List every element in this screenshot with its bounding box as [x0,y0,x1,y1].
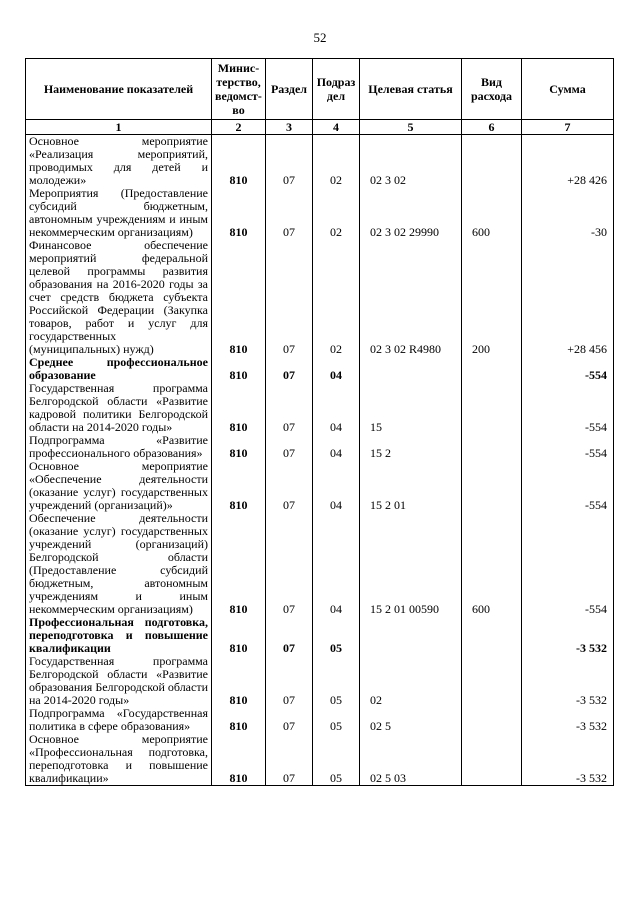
table-row [26,707,614,733]
row-ministry: 810 [212,655,266,707]
row-ministry: 810 [212,382,266,434]
row-razdel: 07 [266,239,313,356]
row-ministry: 810 [212,434,266,460]
row-target-article: 02 3 02 29990 [360,187,462,239]
row-sum: +28 456 [522,239,614,356]
col-header-razdel: Раздел [266,59,313,120]
budget-table [25,58,614,786]
row-sum: -3 532 [522,733,614,786]
col-number: 2 [212,120,266,135]
row-expense-type [462,733,522,786]
row-name: Финансовое обеспечение мероприятий федеральной целевой программы развития образования на 2016-2020 годы за счет средств бюджета субъекта Российской Федерации (Закупка товаров, работ и услуг для государственных (муниципальных) нужд) [26,239,212,356]
row-razdel: 07 [266,135,313,188]
row-sum: -554 [522,356,614,382]
row-podrazdel: 04 [313,382,360,434]
row-name: Государственная программа Белгородской области «Развитие кадровой политики Белгородской области на 2014-2020 годы» [26,382,212,434]
row-ministry: 810 [212,616,266,655]
row-sum: +28 426 [522,135,614,188]
col-header-target: Целевая статья [360,59,462,120]
column-number-row [26,120,614,135]
col-header-sum: Сумма [522,59,614,120]
table-row [26,460,614,512]
row-razdel: 07 [266,460,313,512]
row-ministry: 810 [212,512,266,616]
row-target-article: 02 5 [360,707,462,733]
row-expense-type [462,707,522,733]
row-name: Профессиональная подготовка, переподготовка и повышение квалификации [26,616,212,655]
row-expense-type [462,382,522,434]
row-target-article: 02 5 03 [360,733,462,786]
col-number: 7 [522,120,614,135]
col-number: 4 [313,120,360,135]
col-header-podrazdel: Подраз дел [313,59,360,120]
row-expense-type: 200 [462,239,522,356]
row-expense-type [462,616,522,655]
col-number: 3 [266,120,313,135]
row-name: Основное мероприятие «Обеспечение деятельности (оказание услуг) государственных учреждений (организаций)» [26,460,212,512]
row-target-article: 15 2 01 [360,460,462,512]
row-target-article [360,616,462,655]
row-target-article: 02 3 02 R4980 [360,239,462,356]
row-sum: -554 [522,512,614,616]
table-row [26,655,614,707]
row-ministry: 810 [212,460,266,512]
row-sum: -554 [522,434,614,460]
row-target-article [360,356,462,382]
row-podrazdel: 02 [313,239,360,356]
row-target-article: 15 2 [360,434,462,460]
row-sum: -3 532 [522,616,614,655]
row-ministry: 810 [212,239,266,356]
row-target-article: 15 [360,382,462,434]
row-razdel: 07 [266,512,313,616]
row-name: Подпрограмма «Развитие профессионального образования» [26,434,212,460]
row-name: Обеспечение деятельности (оказание услуг) государственных учреждений (организаций) Белгородской области (Предоставление субсидий бюджетным, автономным учреждениям и иным некоммерческим организациям) [26,512,212,616]
row-name: Мероприятия (Предоставление субсидий бюджетным, автономным учреждениям и иным некоммерческим организациям) [26,187,212,239]
row-razdel: 07 [266,356,313,382]
table-row [26,187,614,239]
page-number: 52 [313,30,327,45]
table-row [26,434,614,460]
row-podrazdel: 05 [313,655,360,707]
row-podrazdel: 05 [313,616,360,655]
col-number: 1 [26,120,212,135]
row-sum: -554 [522,382,614,434]
row-razdel: 07 [266,733,313,786]
row-razdel: 07 [266,655,313,707]
row-razdel: 07 [266,382,313,434]
row-podrazdel: 02 [313,187,360,239]
table-row [26,356,614,382]
col-header-ministry: Минис-терство, ведомст-во [212,59,266,120]
row-sum: -30 [522,187,614,239]
row-ministry: 810 [212,135,266,188]
row-target-article: 02 [360,655,462,707]
row-expense-type [462,356,522,382]
col-header-name: Наименование показателей [26,59,212,120]
table-row [26,382,614,434]
row-sum: -3 532 [522,655,614,707]
row-podrazdel: 04 [313,434,360,460]
row-sum: -554 [522,460,614,512]
row-target-article: 15 2 01 00590 [360,512,462,616]
table-row [26,733,614,786]
row-expense-type: 600 [462,187,522,239]
row-name: Государственная программа Белгородской области «Развитие образования Белгородской области на 2014-2020 годы» [26,655,212,707]
header-row [26,59,614,120]
row-ministry: 810 [212,187,266,239]
row-razdel: 07 [266,616,313,655]
table-row [26,135,614,188]
row-ministry: 810 [212,733,266,786]
row-expense-type [462,655,522,707]
col-header-vid: Вид расхода [462,59,522,120]
table-row [26,512,614,616]
row-expense-type [462,434,522,460]
row-podrazdel: 04 [313,460,360,512]
row-podrazdel: 05 [313,733,360,786]
row-name: Среднее профессиональное образование [26,356,212,382]
row-podrazdel: 04 [313,512,360,616]
row-expense-type [462,460,522,512]
row-ministry: 810 [212,707,266,733]
row-razdel: 07 [266,707,313,733]
table-row [26,239,614,356]
row-podrazdel: 02 [313,135,360,188]
row-target-article: 02 3 02 [360,135,462,188]
col-number: 5 [360,120,462,135]
row-expense-type: 600 [462,512,522,616]
row-name: Подпрограмма «Государственная политика в сфере образования» [26,707,212,733]
row-expense-type [462,135,522,188]
row-ministry: 810 [212,356,266,382]
row-name: Основное мероприятие «Профессиональная подготовка, переподготовка и повышение квалификации» [26,733,212,786]
row-razdel: 07 [266,434,313,460]
table-row [26,616,614,655]
row-podrazdel: 04 [313,356,360,382]
row-razdel: 07 [266,187,313,239]
row-sum: -3 532 [522,707,614,733]
row-podrazdel: 05 [313,707,360,733]
row-name: Основное мероприятие «Реализация мероприятий, проводимых для детей и молодежи» [26,135,212,188]
col-number: 6 [462,120,522,135]
